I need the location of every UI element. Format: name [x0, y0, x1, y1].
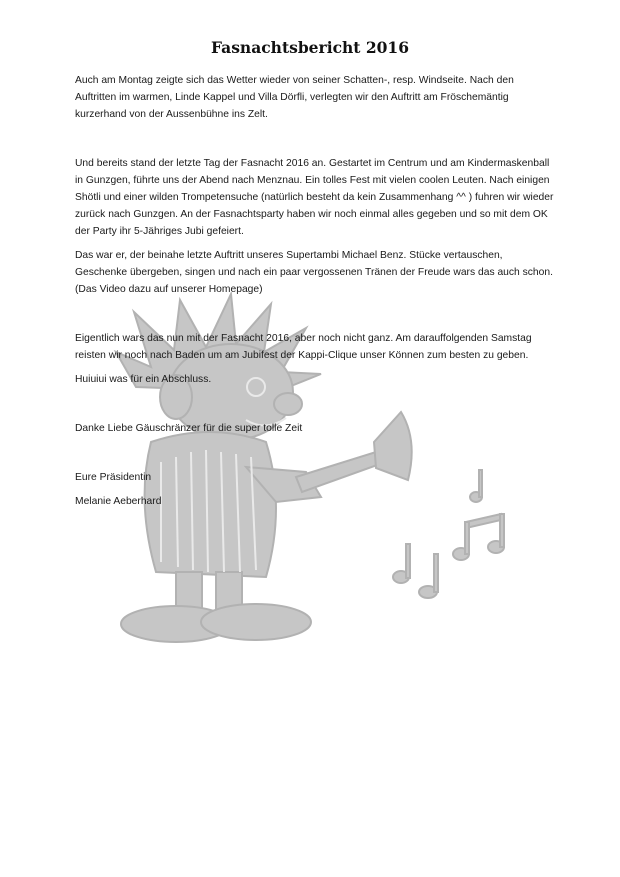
paragraph-montag: Auch am Montag zeigte sich das Wetter wieder von seiner Schatten-, resp. Windseite. Nach den Auftritten im warmen, Linde Kappel und Villa Dörfli, verlegten wir den Auftritt am Fröschemäntig kurzerhand von der Aussenbühne ins Zelt.	[75, 75, 514, 120]
page-title: Fasnachtsbericht 2016	[211, 38, 409, 57]
paragraph-baden: Eigentlich wars das nun mit der Fasnacht 2016, aber noch nicht ganz. Am darauffolgenden Samstag reisten wir noch nach Baden um am Jubifest der Kappi-Clique unser Können zum besten zu geben.	[75, 333, 532, 361]
paragraph-letzter-tag: Und bereits stand der letzte Tag der Fasnacht 2016 an. Gestartet im Centrum und am Kindermaskenball in Gunzgen, führte uns der Abend nach Menznau. Ein tolles Fest mit vielen coolen Leuten. Nach einigen Shötli und einer wilden Trompetensuche (natürlich besteht da kein Zusammenhang ^^ ) fuhren wir wieder zurück nach Gunzgen. An der Fasnachtsparty haben wir noch einmal alles gegeben und so mit dem OK der Party ihr 5-Jähriges Jubi gefeiert.	[75, 158, 554, 237]
signoff-role: Eure Präsidentin	[75, 472, 152, 483]
paragraph-danke: Danke Liebe Gäuschränzer für die super tolle Zeit	[75, 423, 303, 434]
signoff-name: Melanie Aeberhard	[75, 496, 162, 507]
report-body	[75, 72, 555, 510]
paragraph-abschluss: Huiuiui was für ein Abschluss.	[75, 374, 212, 385]
paragraph-supertambi: Das war er, der beinahe letzte Auftritt unseres Supertambi Michael Benz. Stücke vertauschen, Geschenke übergeben, singen und nach ein paar vergossenen Tränen der Freude wars das auch schon. (Das Video dazu auf unserer Homepage)	[75, 250, 553, 295]
